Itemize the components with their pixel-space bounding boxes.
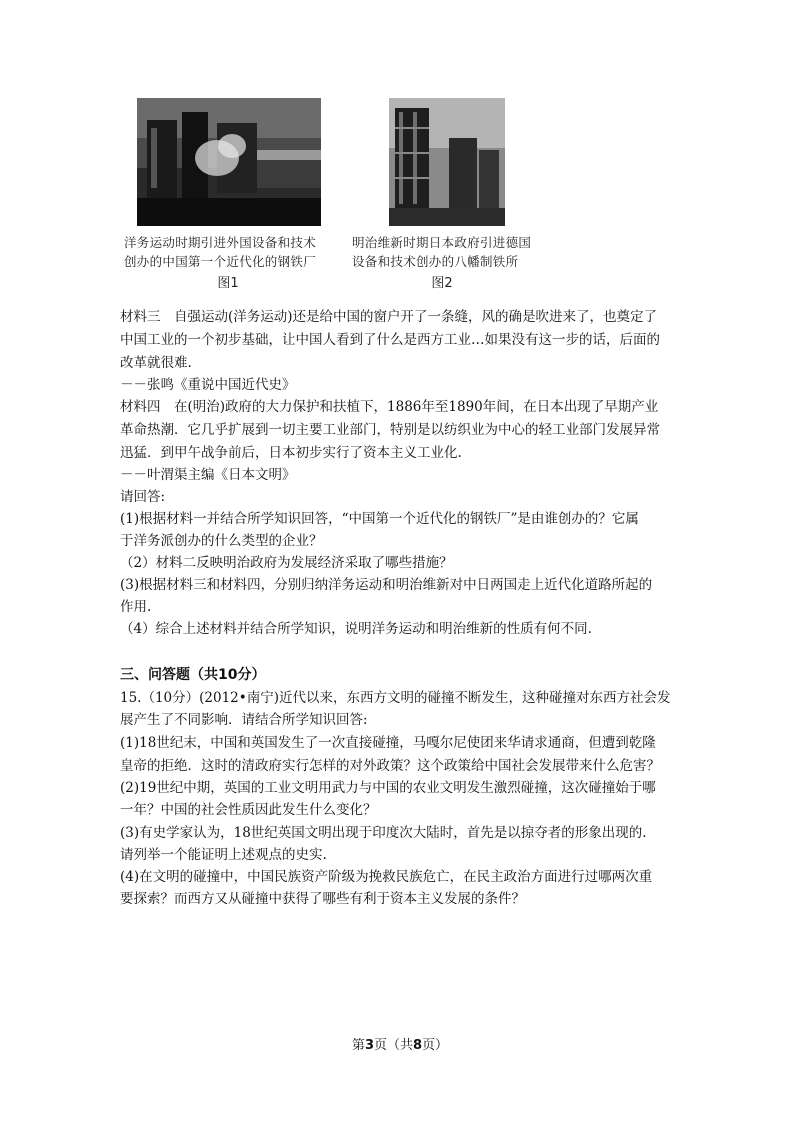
question-3-line-2: 作用. (120, 599, 152, 615)
ironworks-illustration (389, 98, 505, 226)
yawata-ironworks-photo (389, 98, 505, 226)
q15-line-7: (3)有史学家认为，18世纪英国文明出现于印度次大陆时，首先是以掠夺者的形象出现的. (120, 825, 647, 841)
q15-line-6: 一年？中国的社会性质因此发生什么变化？ (120, 802, 377, 818)
page-footer (0, 1034, 800, 1053)
q15-line-5: (2)19世纪中期，英国的工业文明用武力与中国的农业文明发生激烈碰撞，这次碰撞始于哪 (120, 780, 656, 796)
question-4: （4）综合上述材料并结合所学知识，说明洋务运动和明治维新的性质有何不同. (120, 621, 592, 637)
footer-prefix: 第 (351, 1038, 365, 1053)
q15-line-4: 皇帝的拒绝．这时的清政府实行怎样的对外政策？这个政策给中国社会发展带来什么危害？ (120, 758, 660, 774)
steel-plant-photo (137, 98, 321, 226)
figure-1-label: 图1 (217, 276, 239, 291)
question-1-line-1: (1)根据材料一并结合所学知识回答，“中国第一个近代化的钢铁厂”是由谁创办的？它属 (120, 511, 639, 527)
figure-2-label: 图2 (431, 276, 453, 291)
footer-page-number: 3 (364, 1038, 374, 1053)
section-3-heading: 三、问答题（共10分） (120, 667, 266, 683)
material4-line-3: 迅猛．到甲午战争前后，日本初步实行了资本主义工业化. (120, 445, 462, 461)
figure-2-caption-line-2: 设备和技术创办的八幡制铁所 (352, 254, 519, 269)
footer-mid: 页（共 (373, 1038, 413, 1053)
question-prompt: 请回答: (120, 489, 166, 505)
material3-line-3: 改革就很难. (120, 355, 192, 371)
material4-source: －－叶渭渠主编《日本文明》 (120, 467, 296, 483)
material4-line-1: 材料四 在(明治)政府的大力保护和扶植下，1886年至1890年间，在日本出现了早期产业 (120, 399, 659, 415)
material3-line-2: 中国工业的一个初步基础，让中国人看到了什么是西方工业…如果没有这一步的话，后面的 (120, 332, 660, 348)
footer-total-pages: 8 (413, 1038, 423, 1053)
footer-suffix: 页） (422, 1038, 449, 1053)
material3-source: －－张鸣《重说中国近代史》 (120, 377, 296, 393)
q15-line-3: (1)18世纪末，中国和英国发生了一次直接碰撞，马嘎尔尼使团来华请求通商，但遭到乾隆 (120, 735, 656, 751)
figure-2-caption-line-1: 明治维新时期日本政府引进德国 (352, 235, 532, 250)
figure-1-caption-line-2: 创办的中国第一个近代化的钢铁厂 (124, 254, 317, 269)
q15-line-10: 要探索？而西方又从碰撞中获得了哪些有利于资本主义发展的条件？ (120, 891, 525, 907)
figure-1-caption-line-1: 洋务运动时期引进外国设备和技术 (124, 235, 317, 250)
material3-line-1: 材料三 自强运动(洋务运动)还是给中国的窗户开了一条缝，风的确是吹进来了，也奠定了 (120, 309, 658, 325)
steel-plant-illustration (137, 98, 321, 226)
q15-line-1: 15.（10分）(2012•南宁)近代以来，东西方文明的碰撞不断发生，这种碰撞对东西方社会发 (120, 690, 671, 706)
q15-line-8: 请列举一个能证明上述观点的史实. (120, 847, 327, 863)
question-3-line-1: (3)根据材料三和材料四，分别归纳洋务运动和明治维新对中日两国走上近代化道路所起的 (120, 577, 653, 593)
material4-line-2: 革命热潮．它几乎扩展到一切主要工业部门，特别是以纺织业为中心的轻工业部门发展异常 (120, 422, 660, 438)
question-2: （2）材料二反映明治政府为发展经济采取了哪些措施？ (120, 555, 453, 571)
q15-line-9: (4)在文明的碰撞中，中国民族资产阶级为挽救民族危亡，在民主政治方面进行过哪两次重 (120, 869, 653, 885)
q15-line-2: 展产生了不同影响．请结合所学知识回答: (120, 712, 368, 728)
question-1-line-2: 于洋务派创办的什么类型的企业？ (120, 533, 323, 549)
